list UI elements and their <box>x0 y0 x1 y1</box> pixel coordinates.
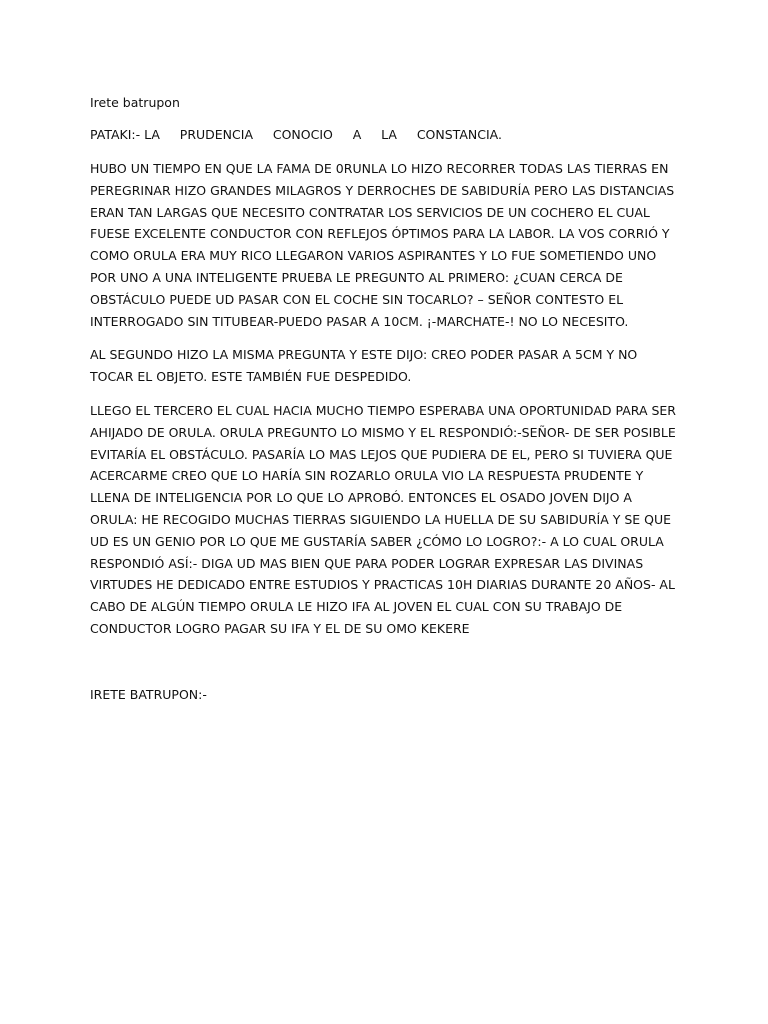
paragraph-1: HUBO UN TIEMPO EN QUE LA FAMA DE 0RUNLA LO HIZO RECORRER TODAS LAS TIERRAS EN PEREGRINAR HIZO GRANDES MILAGROS Y DERROCHES DE SABIDURÍA PERO LAS DISTANCIAS ERAN TAN LARGAS QUE NECESITO CONTRATAR LOS SERVICIOS DE UN COCHERO EL CUAL FUESE EXCELENTE CONDUCTOR CON REFLEJOS ÓPTIMOS PARA LA LABOR. LA VOS CORRIÓ Y COMO ORULA ERA MUY RICO LLEGARON VARIOS ASPIRANTES Y LO FUE SOMETIENDO UNO POR UNO A UNA INTELIGENTE PRUEBA LE PREGUNTO AL PRIMERO: ¿CUAN CERCA DE OBSTÁCULO PUEDE UD PASAR CON EL COCHE SIN TOCARLO? – SEÑOR CONTESTO EL INTERROGADO SIN TITUBEAR-PUEDO PASAR A 10CM. ¡-MARCHATE-! NO LO NECESITO. <box>90 161 675 329</box>
paragraph-2: AL SEGUNDO HIZO LA MISMA PREGUNTA Y ESTE DIJO: CREO PODER PASAR A 5CM Y NO TOCAR EL OBJETO. ESTE TAMBIÉN FUE DESPEDIDO. <box>90 347 638 385</box>
document-page <box>90 92 682 706</box>
closing-heading: IRETE BATRUPON:- <box>90 686 207 702</box>
paragraph-3: LLEGO EL TERCERO EL CUAL HACIA MUCHO TIEMPO ESPERABA UNA OPORTUNIDAD PARA SER AHIJADO DE ORULA. ORULA PREGUNTO LO MISMO Y EL RESPONDIÓ:-SEÑOR- DE SER POSIBLE EVITARÍA EL OBSTÁCULO. PASARÍA LO MAS LEJOS QUE PUDIERA DE EL, PERO SI TUVIERA QUE ACERCARME CREO QUE LO HARÍA SIN ROZARLO ORULA VIO LA RESPUESTA PRUDENTE Y LLENA DE INTELIGENCIA POR LO QUE LO APROBÓ. ENTONCES EL OSADO JOVEN DIJO A ORULA: HE RECOGIDO MUCHAS TIERRAS SIGUIENDO LA HUELLA DE SU SABIDURÍA Y SE QUE UD ES UN GENIO POR LO QUE ME GUSTARÍA SABER ¿CÓMO LO LOGRO?:- A LO CUAL ORULA RESPONDIÓ ASÍ:- DIGA UD MAS BIEN QUE PARA PODER LOGRAR EXPRESAR LAS DIVINAS VIRTUDES HE DEDICADO ENTRE ESTUDIOS Y PRACTICAS 10H DIARIAS DURANTE 20 AÑOS- AL CABO DE ALGÚN TIEMPO ORULA LE HIZO IFA AL JOVEN EL CUAL CON SU TRABAJO DE CONDUCTOR LOGRO PAGAR SU IFA Y EL DE SU OMO KEKERE <box>90 402 676 636</box>
pataki-title: PATAKI:- LA PRUDENCIA CONOCIO A LA CONSTANCIA. <box>90 127 502 142</box>
document-header-line: Irete batrupon <box>90 95 180 110</box>
